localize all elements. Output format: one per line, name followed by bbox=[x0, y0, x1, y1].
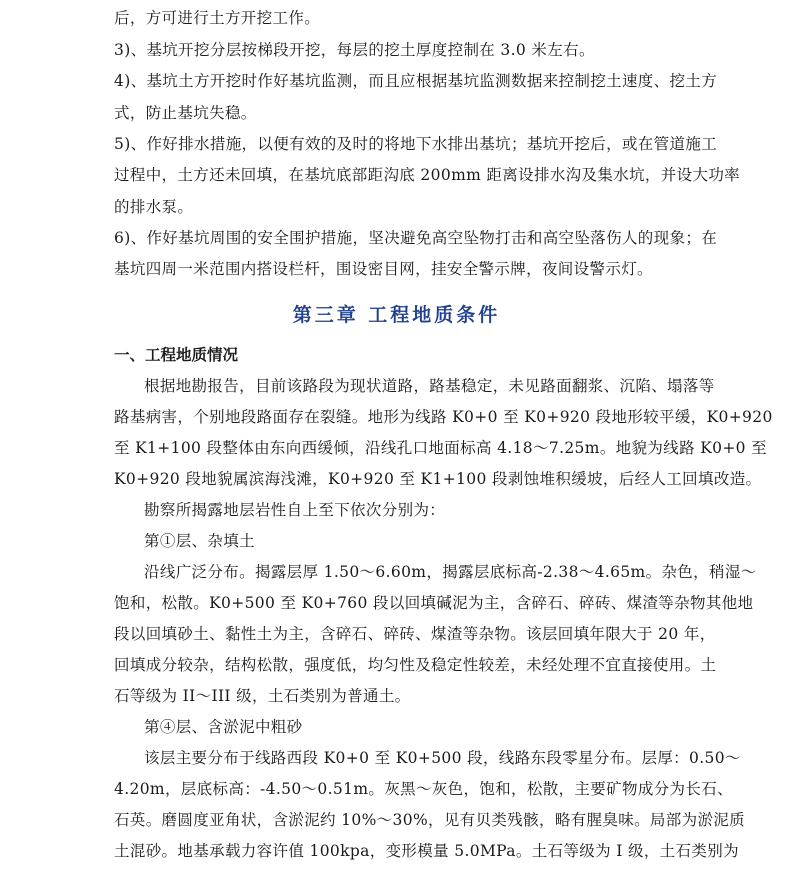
text-line: 回填成分较杂，结构松散，强度低，均匀性及稳定性较差，未经处理不宜直接使用。土 bbox=[114, 656, 717, 674]
text-line: 4.20m，层底标高：-4.50～0.51m。灰黑～灰色，饱和，松散，主要矿物成分为长石、 bbox=[114, 780, 733, 798]
text-line: 后，方可进行土方开挖工作。 bbox=[114, 9, 321, 27]
text-line: 沿线广泛分布。揭露层厚 1.50～6.60m，揭露层底标高-2.38～4.65m。杂色，稍湿～ bbox=[144, 563, 757, 581]
text-line: 段以回填砂土、黏性土为主，含碎石、碎砖、煤渣等杂物。该层回填年限大于 20 年， bbox=[114, 625, 716, 643]
text-line: 石英。磨圆度亚角状，含淤泥约 10%～30%，见有贝类残骸，略有腥臭味。局部为淤泥质 bbox=[114, 811, 746, 829]
text-line: 根据地勘报告，目前该路段为现状道路，路基稳定，未见路面翻浆、沉陷、塌落等 bbox=[144, 377, 715, 395]
layer-title: 第①层、杂填土 bbox=[144, 532, 255, 550]
text-line: 至 K1+100 段整体由东向西缓倾，沿线孔口地面标高 4.18～7.25m。地貌为线路 K0+0 至 bbox=[114, 439, 768, 457]
text-line: 路基病害，个别地段路面存在裂缝。地形为线路 K0+0 至 K0+920 段地形较平缓，K0+920 bbox=[114, 408, 773, 426]
text-line: 的排水泵。 bbox=[114, 198, 194, 216]
text-line: 3)、基坑开挖分层按梯段开挖，每层的挖土厚度控制在 3.0 米左右。 bbox=[114, 41, 595, 59]
text-line: K0+920 段地貌属滨海浅滩，K0+920 至 K1+100 段剥蚀堆积缓坡，后经人工回填改造。 bbox=[114, 470, 762, 488]
layer-title: 第④层、含淤泥中粗砂 bbox=[144, 718, 303, 736]
text-line: 6)、作好基坑周围的安全围护措施，坚决避免高空坠物打击和高空坠落伤人的现象；在 bbox=[114, 229, 718, 247]
text-line: 5)、作好排水措施，以便有效的及时的将地下水排出基坑；基坑开挖后，或在管道施工 bbox=[114, 135, 718, 153]
text-line: 石等级为 II～III 级，土石类别为普通土。 bbox=[114, 687, 411, 705]
text-line: 4)、基坑土方开挖时作好基坑监测，而且应根据基坑监测数据来控制挖土速度、挖土方 bbox=[114, 72, 718, 90]
text-line: 土混砂。地基承载力容许值 100kpa，变形模量 5.0MPa。土石等级为 I 级，土石类别为 bbox=[114, 842, 739, 860]
text-line: 基坑四周一米范围内搭设栏杆，围设密目网，挂安全警示牌，夜间设警示灯。 bbox=[114, 260, 653, 278]
text-line: 饱和，松散。K0+500 至 K0+760 段以回填碱泥为主，含碎石、碎砖、煤渣等杂物其他地 bbox=[114, 594, 754, 612]
text-line: 式，防止基坑失稳。 bbox=[114, 104, 257, 122]
section-heading: 一、工程地质情况 bbox=[114, 346, 239, 364]
text-line: 该层主要分布于线路西段 K0+0 至 K0+500 段，线路东段零星分布。层厚：0.50～ bbox=[144, 749, 741, 767]
text-line: 勘察所揭露地层岩性自上至下依次分别为： bbox=[144, 501, 446, 519]
chapter-title: 第三章 工程地质条件 bbox=[292, 304, 501, 326]
text-line: 过程中，土方还未回填，在基坑底部距沟底 200mm 距离设排水沟及集水坑，并设大功率 bbox=[114, 166, 741, 184]
